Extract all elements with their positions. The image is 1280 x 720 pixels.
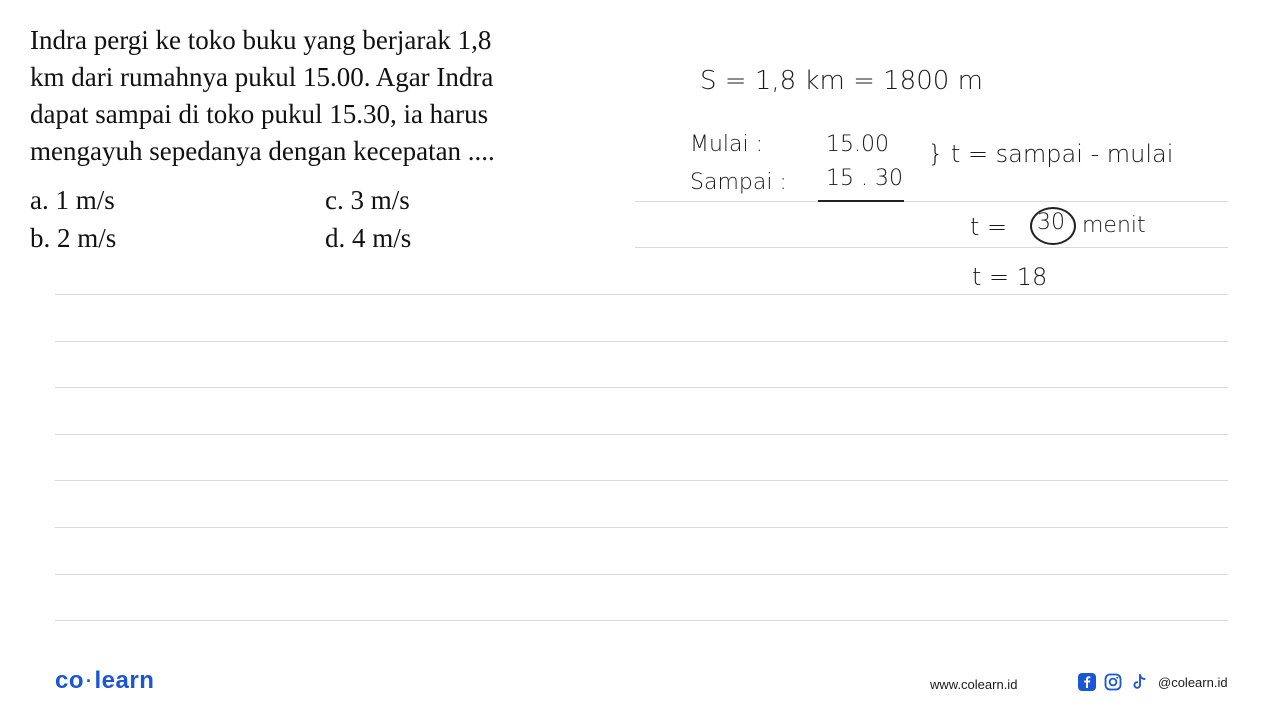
tiktok-icon[interactable]	[1130, 673, 1148, 691]
facebook-icon[interactable]	[1078, 673, 1096, 691]
option-c[interactable]: c. 3 m/s	[325, 185, 410, 215]
ruled-line	[55, 620, 1228, 621]
colearn-logo[interactable]	[55, 667, 154, 695]
handwritten-t-value: 30	[1037, 210, 1065, 235]
ruled-line	[55, 527, 1228, 528]
handwritten-mulai-label: Mulai :	[690, 132, 764, 157]
question-line: km dari rumahnya pukul 15.00. Agar Indra	[30, 62, 494, 92]
question-line: mengayuh sepedanya dengan kecepatan ....	[30, 136, 495, 166]
ruled-line	[55, 434, 1228, 435]
handwritten-mulai-value: 15.00	[826, 132, 889, 157]
handwritten-t-unit: menit	[1082, 213, 1146, 238]
social-links	[1078, 673, 1228, 691]
website-link[interactable]: www.colearn.id	[930, 677, 1018, 692]
ruled-line	[55, 387, 1228, 388]
footer	[0, 655, 1280, 720]
ruled-line	[635, 247, 1228, 248]
question-line: dapat sampai di toko pukul 15.30, ia harus	[30, 99, 489, 129]
ruled-line	[55, 294, 1228, 295]
handwritten-sampai-label: Sampai :	[690, 170, 787, 195]
handwritten-sampai-value: 15 . 30	[826, 166, 903, 191]
social-handle[interactable]: @colearn.id	[1158, 674, 1228, 690]
question-line: Indra pergi ke toko buku yang berjarak 1,8	[30, 25, 492, 55]
subtraction-bar	[818, 200, 904, 202]
option-a[interactable]: a. 1 m/s	[30, 185, 115, 215]
ruled-line	[55, 341, 1228, 342]
logo-text-learn: learn	[94, 667, 155, 694]
handwritten-formula: } t = sampai - mulai	[928, 140, 1174, 168]
option-b[interactable]: b. 2 m/s	[30, 223, 117, 253]
ruled-line	[55, 574, 1228, 575]
question-text	[30, 22, 630, 170]
logo-dot: ·	[86, 671, 93, 692]
ruled-line	[55, 480, 1228, 481]
handwritten-t-eq: t =	[970, 213, 1008, 241]
logo-text-co: co	[55, 667, 85, 694]
option-d[interactable]: d. 4 m/s	[325, 223, 412, 253]
handwritten-distance: S = 1,8 km = 1800 m	[700, 66, 983, 96]
instagram-icon[interactable]	[1104, 673, 1122, 691]
ruled-line	[635, 201, 1228, 202]
handwritten-t2: t = 18	[972, 263, 1048, 291]
